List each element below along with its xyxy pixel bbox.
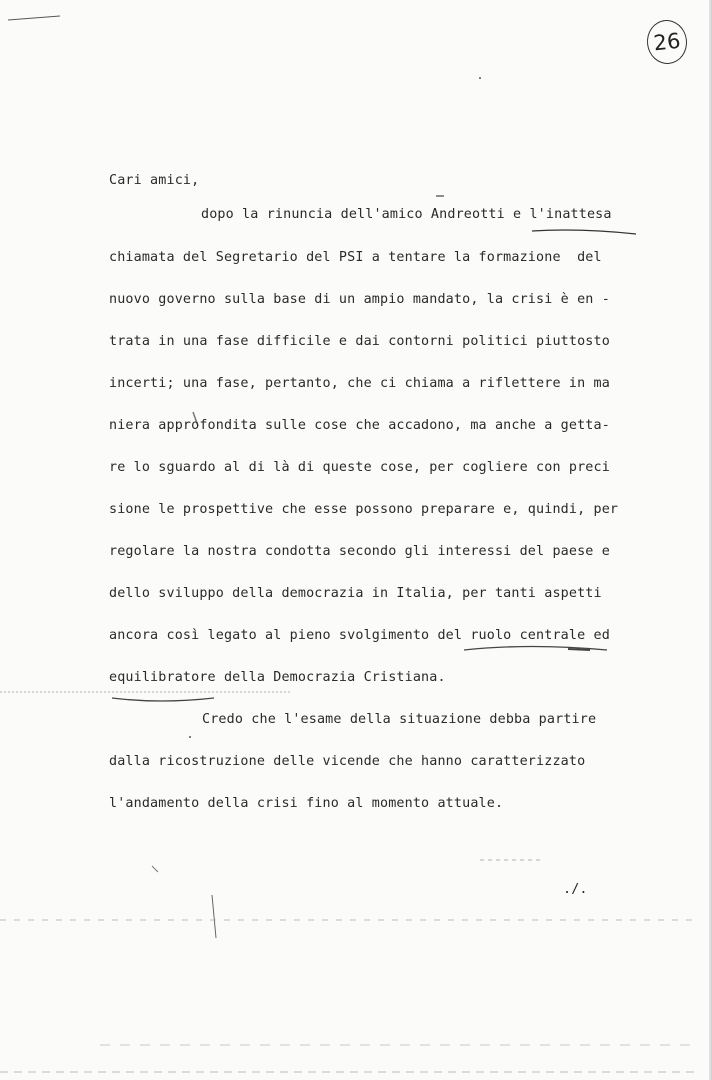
stray-dot-2 [189, 736, 191, 738]
paragraph1-line: sione le prospettive che esse possono preparare e, quindi, per [109, 502, 619, 517]
continuation-mark: ./. [563, 882, 588, 897]
stray-mark-3 [152, 866, 158, 872]
paragraph1-line: nuovo governo sulla base di un ampio mandato, la crisi è en - [109, 292, 610, 307]
paragraph1-line: dello sviluppo della democrazia in Italia, per tanti aspetti [109, 586, 602, 601]
paragraph1-line: re lo sguardo al di là di queste cose, per cogliere con preci [109, 460, 610, 475]
paragraph1-line: regolare la nostra condotta secondo gli interessi del paese e [109, 544, 610, 559]
paragraph2-line: l'andamento della crisi fino al momento attuale. [109, 796, 504, 811]
underline-ruolo-thick [568, 649, 590, 650]
page-number-circle: 26 [645, 18, 689, 66]
paragraph1-line: trata in una fase difficile e dai contorni politici piuttosto [109, 334, 610, 349]
corner-dash-mark [8, 16, 60, 20]
stray-dot-1 [479, 77, 481, 79]
paragraph2-line: dalla ricostruzione delle vicende che hanno caratterizzato [109, 754, 586, 769]
stray-vertical-mark [212, 895, 216, 938]
underline-equilibratore [112, 698, 214, 701]
salutation-text: Cari amici, [109, 173, 200, 188]
paragraph1-line: equilibratore della Democrazia Cristiana. [109, 670, 446, 685]
paragraph1-line: ancora così legato al pieno svolgimento del ruolo centrale ed [109, 628, 610, 643]
underline-inattesa [532, 230, 636, 234]
paragraph1-line: niera approfondita sulle cose che accadono, ma anche a getta- [109, 418, 610, 433]
paragraph1-line: incerti; una fase, pertanto, che ci chiama a riflettere in ma [109, 376, 610, 391]
paragraph2-line: Credo che l'esame della situazione debba partire [202, 712, 597, 727]
paragraph1-line: chiamata del Segretario del PSI a tentare la formazione del [109, 250, 602, 265]
paragraph1-line: dopo la rinuncia dell'amico Andreotti e l'inattesa [201, 207, 612, 222]
